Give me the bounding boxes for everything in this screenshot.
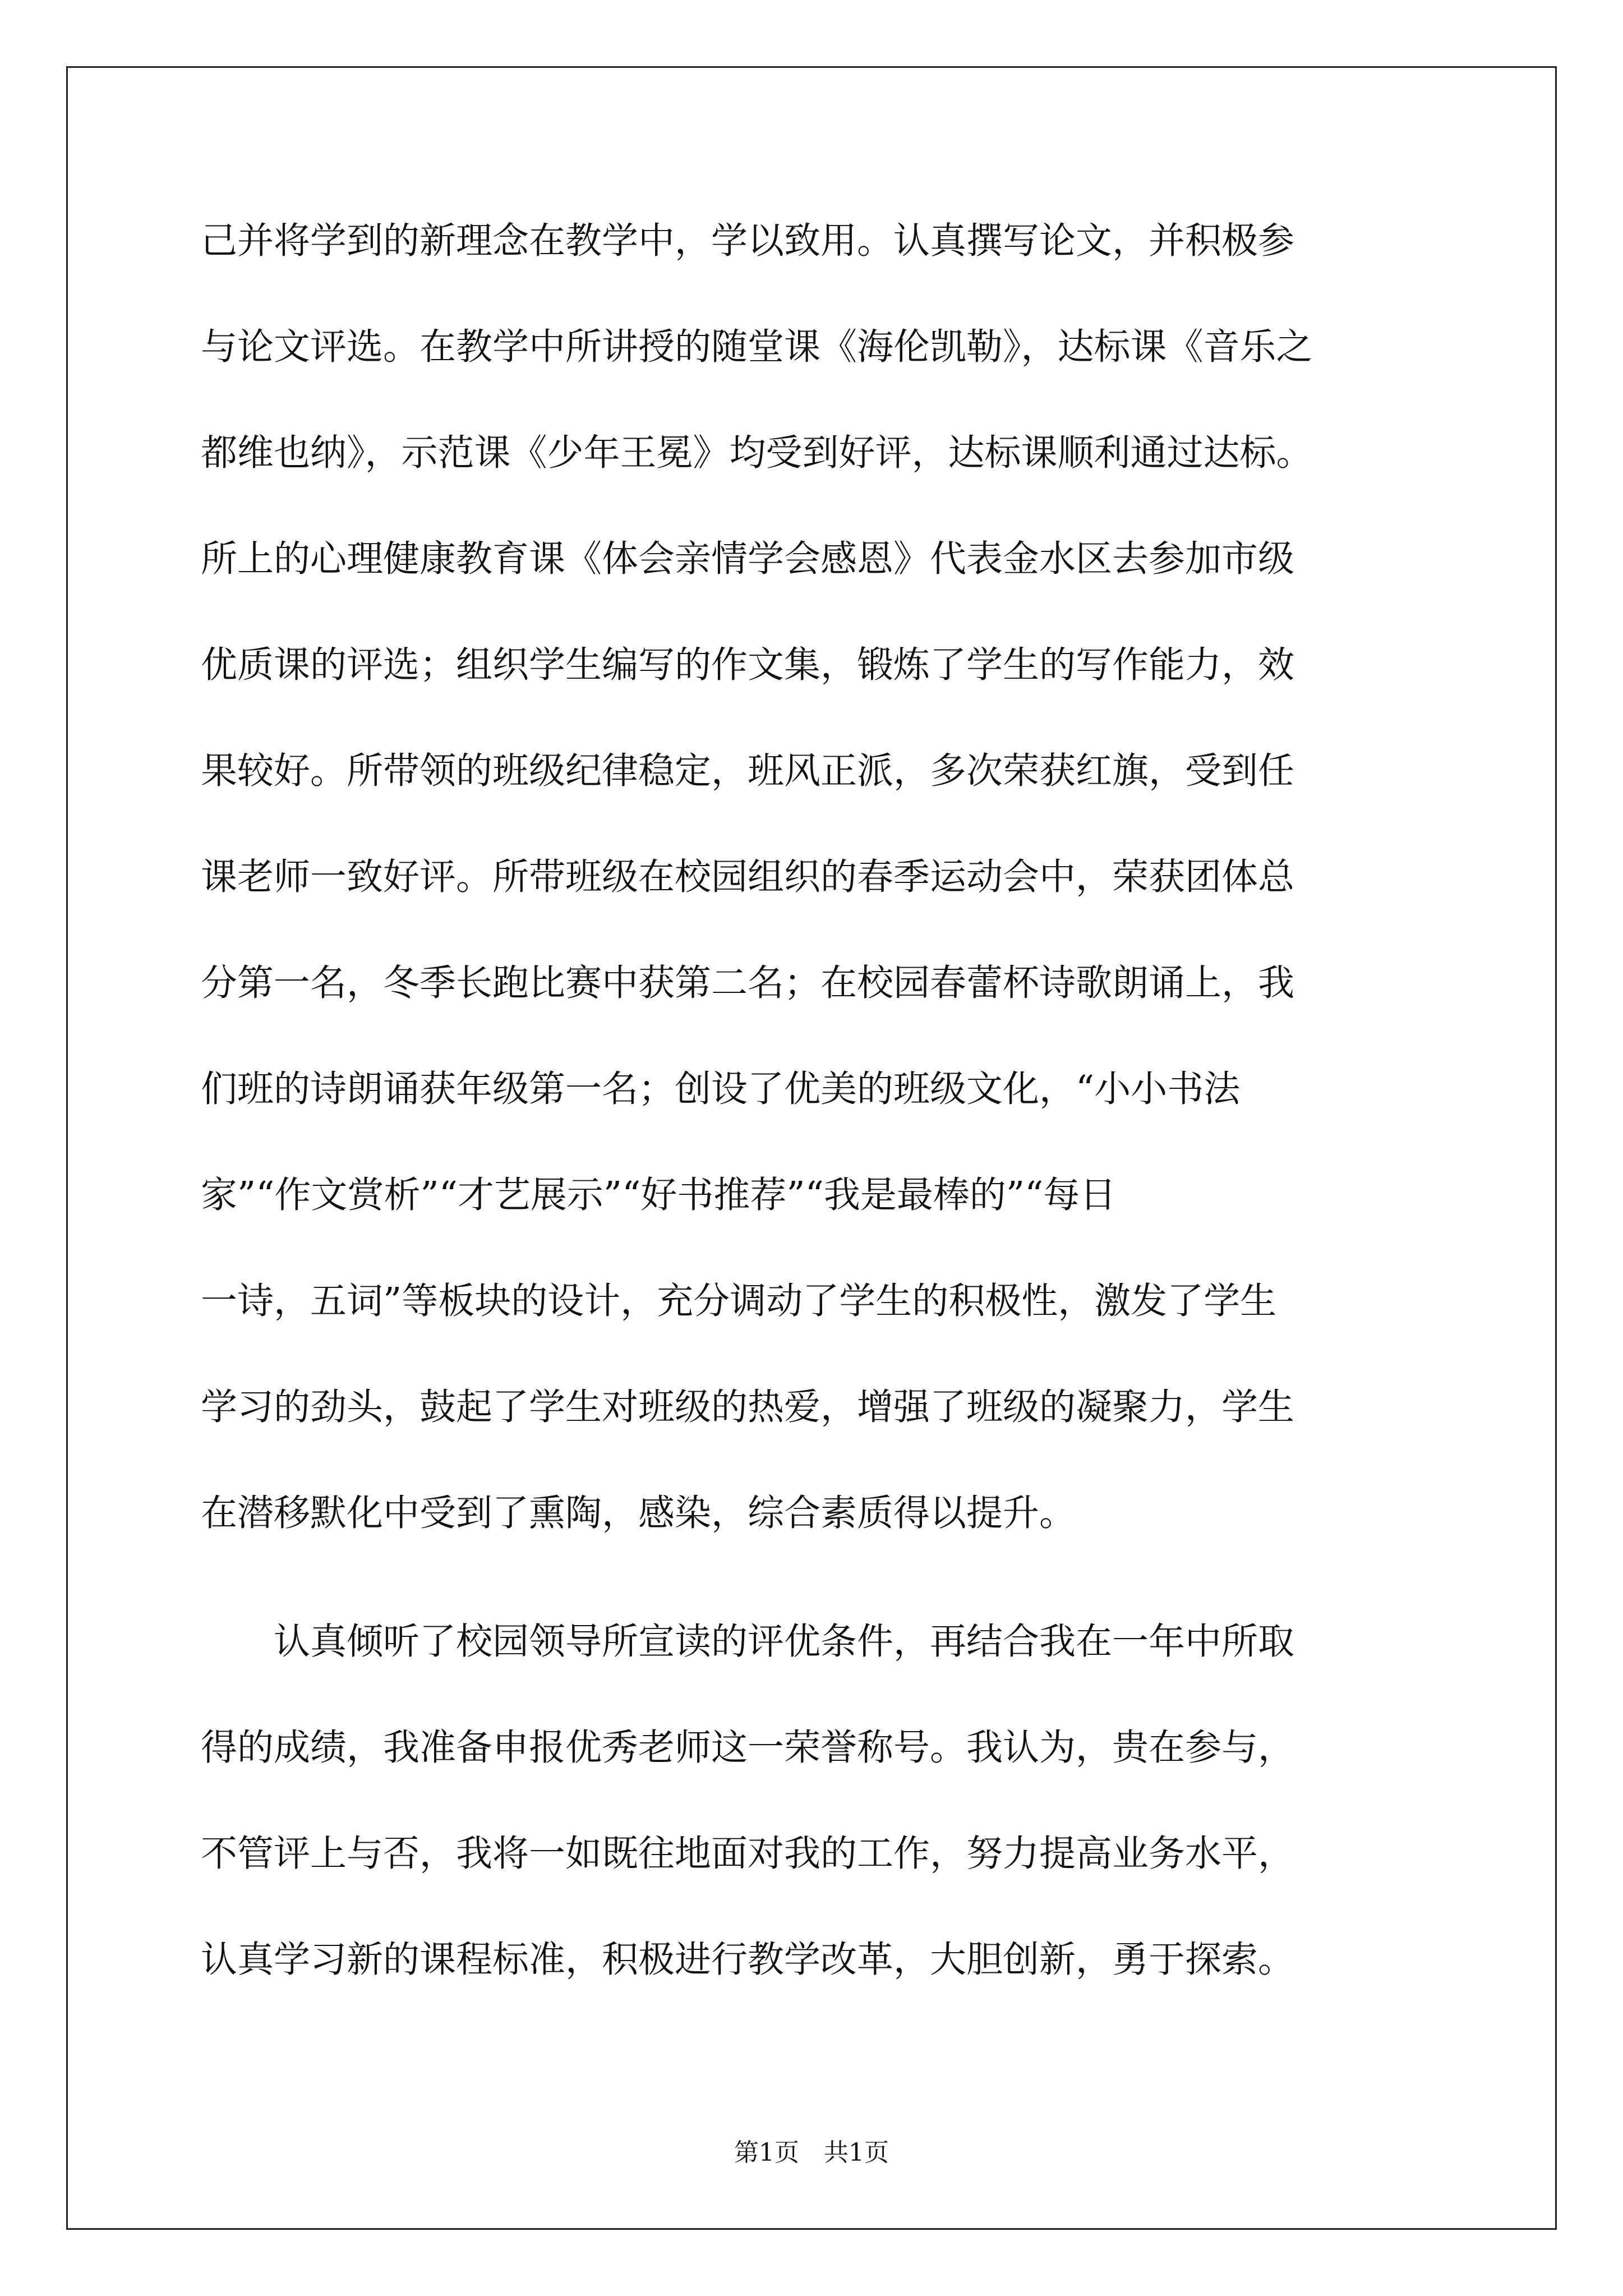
text-line: 认真学习新的课程标准，积极进行教学改革，大胆创新，勇于探索。: [201, 1939, 1295, 1981]
text-line: 己并将学到的新理念在教学中，学以致用。认真撰写论文，并积极参: [201, 220, 1295, 262]
text-line: 家”“作文赏析”“才艺展示”“好书推荐”“我是最棒的”“每日: [201, 1174, 1117, 1216]
text-line: 优质课的评选；组织学生编写的作文集，锻炼了学生的写作能力，效: [201, 644, 1295, 686]
paragraph: [201, 1608, 1451, 2032]
text-line: 所上的心理健康教育课《体会亲情学会感恩》代表金水区去参加市级: [201, 538, 1295, 580]
text-line-indented: 认真倾听了校园领导所宣读的评优条件，再结合我在一年中所取: [274, 1621, 1295, 1663]
text-line: 在潜移默化中受到了熏陶，感染，综合素质得以提升。: [201, 1492, 1076, 1534]
text-line: 不管评上与否，我将一如既往地面对我的工作，努力提高业务水平，: [201, 1833, 1295, 1875]
text-line: 都维也纳》，示范课《少年王冕》均受到好评，达标课顺利通过达标。: [201, 432, 1313, 474]
text-line: 果较好。所带领的班级纪律稳定，班风正派，多次荣获红旗，受到任: [201, 750, 1295, 792]
text-line: 得的成绩，我准备申报优秀老师这一荣誉称号。我认为，贵在参与，: [201, 1727, 1295, 1769]
text-line: 分第一名，冬季长跑比赛中获第二名；在校园春蕾杯诗歌朗诵上，我: [201, 962, 1295, 1004]
page-number-footer: 第1页 共1页: [734, 2138, 889, 2167]
document-body: [201, 208, 1451, 2032]
text-line: 与论文评选。在教学中所讲授的随堂课《海伦凯勒》，达标课《音乐之: [201, 326, 1313, 368]
text-line: 一诗，五词”等板块的设计，充分调动了学生的积极性，激发了学生: [201, 1280, 1277, 1322]
text-line: 学习的劲头，鼓起了学生对班级的热爱，增强了班级的凝聚力，学生: [201, 1386, 1295, 1428]
paragraph-gap: [201, 1586, 1451, 1608]
text-line: 们班的诗朗诵获年级第一名；创设了优美的班级文化，“小小书法: [201, 1068, 1241, 1110]
paragraph: [201, 208, 1451, 1586]
text-line: 课老师一致好评。所带班级在校园组织的春季运动会中，荣获团体总: [201, 856, 1295, 898]
